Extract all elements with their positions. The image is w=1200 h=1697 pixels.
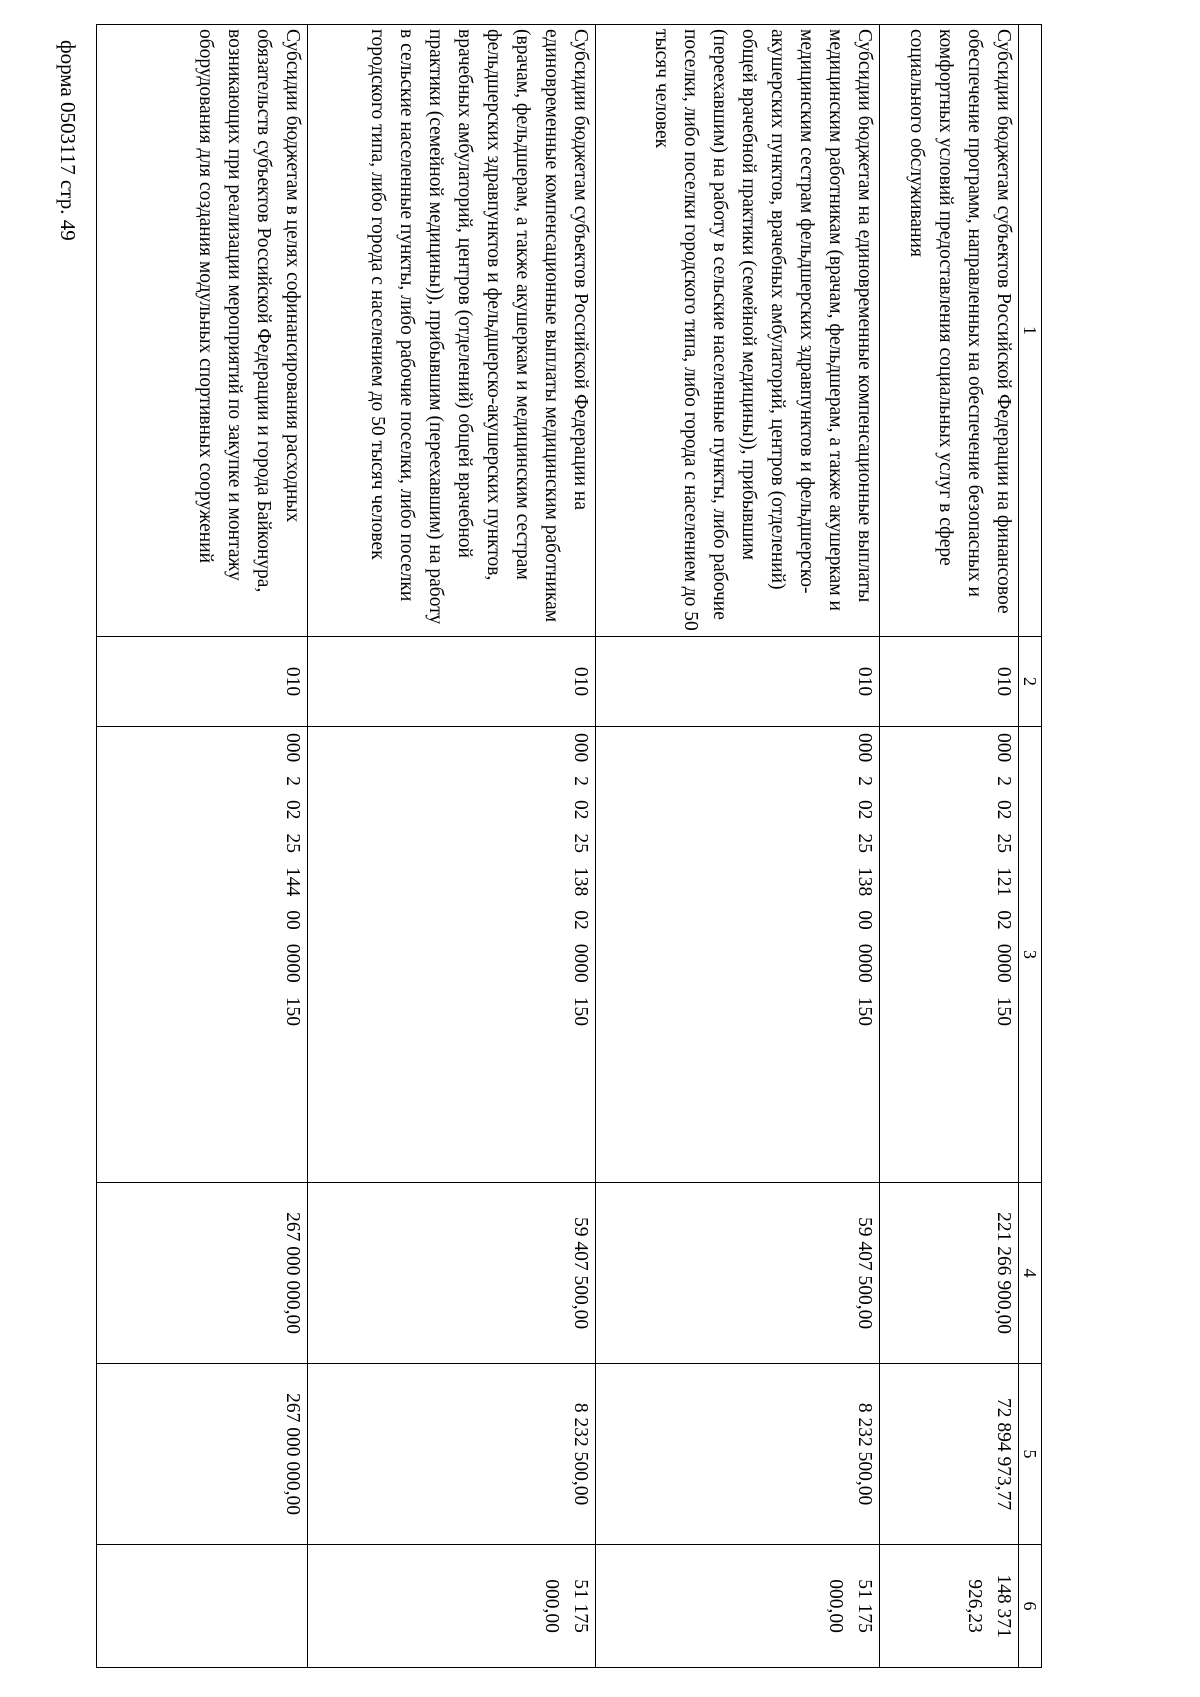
row-name: Субсидии бюджетам субъектов Российской Федерации на финансовое обеспечение программ, направленных на обеспечение безопасных и комфортных условий предоставления социальных услуг в сфере социального обслуживания bbox=[880, 25, 1019, 637]
executed-amount: 72 894 973,77 bbox=[880, 1364, 1019, 1545]
approved-amount: 221 266 900,00 bbox=[880, 1183, 1019, 1364]
code-part: 138 bbox=[570, 867, 592, 897]
table-row bbox=[97, 25, 308, 1668]
unexecuted-amount bbox=[97, 1545, 308, 1668]
code-part: 25 bbox=[854, 833, 876, 853]
unexecuted-amount: 51 175 000,00 bbox=[596, 1545, 880, 1668]
code-part: 150 bbox=[993, 996, 1014, 1026]
unexecuted-amount: 51 175 000,00 bbox=[307, 1545, 595, 1668]
column-header-1: 1 bbox=[1019, 25, 1042, 637]
code-part: 138 bbox=[854, 867, 876, 897]
code-part: 144 bbox=[281, 867, 303, 897]
code-part: 0000 bbox=[570, 943, 592, 983]
row-name: Субсидии бюджетам в целях софинансирования расходных обязательств субъектов Российской Федерации и города Байконура, возникающих при реализации мероприятий по закупке и монтажу оборудования для создания модульных спортивных сооружений bbox=[97, 25, 308, 637]
income-code bbox=[880, 727, 1019, 1183]
column-header-3: 3 bbox=[1019, 727, 1042, 1183]
code-part: 02 bbox=[570, 800, 592, 820]
executed-amount: 8 232 500,00 bbox=[596, 1364, 880, 1545]
unexecuted-amount: 148 371 926,23 bbox=[880, 1545, 1019, 1668]
code-part: 0000 bbox=[993, 943, 1014, 983]
code-part: 150 bbox=[854, 996, 876, 1026]
code-part: 2 bbox=[281, 776, 303, 786]
form-label: форма 0503117 стр. 49 bbox=[56, 40, 80, 241]
income-code bbox=[97, 727, 308, 1183]
income-code bbox=[596, 727, 880, 1183]
line-code: 010 bbox=[596, 637, 880, 727]
line-code: 010 bbox=[97, 637, 308, 727]
code-part: 2 bbox=[854, 776, 876, 786]
code-part: 00 bbox=[281, 910, 303, 930]
approved-amount: 59 407 500,00 bbox=[307, 1183, 595, 1364]
code-part: 0000 bbox=[281, 943, 303, 983]
code-part: 02 bbox=[570, 910, 592, 930]
code-part: 00 bbox=[854, 910, 876, 930]
column-header-5: 5 bbox=[1019, 1364, 1042, 1545]
code-part: 25 bbox=[993, 833, 1014, 853]
table-row bbox=[307, 25, 595, 1668]
executed-amount: 8 232 500,00 bbox=[307, 1364, 595, 1545]
code-part: 000 bbox=[993, 733, 1014, 763]
approved-amount: 59 407 500,00 bbox=[596, 1183, 880, 1364]
row-name: Субсидии бюджетам субъектов Российской Федерации на единовременные компенсационные выплаты медицинским работникам (врачам, фельдшерам, а также акушеркам и медицинским сестрам фельдшерских здравпунктов и фельдшерско-акушерских пунктов, врачебных амбулаторий, центров (отделений) общей врачебной практики (семейной медицины)), прибывшим (переехавшим) на работу в сельские населенные пункты, либо рабочие поселки, либо поселки городского типа, либо города с населением до 50 тысяч человек bbox=[307, 25, 595, 637]
code-part: 150 bbox=[281, 996, 303, 1026]
code-part: 25 bbox=[570, 833, 592, 853]
code-part: 02 bbox=[854, 800, 876, 820]
column-header-4: 4 bbox=[1019, 1183, 1042, 1364]
code-part: 150 bbox=[570, 996, 592, 1026]
budget-table bbox=[96, 24, 1042, 1668]
column-header-6: 6 bbox=[1019, 1545, 1042, 1668]
approved-amount: 267 000 000,00 bbox=[97, 1183, 308, 1364]
line-code: 010 bbox=[307, 637, 595, 727]
code-part: 25 bbox=[281, 833, 303, 853]
code-part: 121 bbox=[993, 867, 1014, 897]
code-part: 02 bbox=[993, 910, 1014, 930]
code-part: 2 bbox=[570, 776, 592, 786]
table-row bbox=[880, 25, 1019, 1668]
code-part: 0000 bbox=[854, 943, 876, 983]
table-row bbox=[596, 25, 880, 1668]
code-part: 000 bbox=[854, 733, 876, 763]
code-part: 02 bbox=[993, 800, 1014, 820]
code-part: 2 bbox=[993, 776, 1014, 786]
line-code: 010 bbox=[880, 637, 1019, 727]
executed-amount: 267 000 000,00 bbox=[97, 1364, 308, 1545]
column-header-2: 2 bbox=[1019, 637, 1042, 727]
code-part: 000 bbox=[281, 733, 303, 763]
code-part: 02 bbox=[281, 800, 303, 820]
income-code bbox=[307, 727, 595, 1183]
row-name: Субсидии бюджетам на единовременные компенсационные выплаты медицинским работникам (врачам, фельдшерам, а также акушеркам и медицинским сестрам фельдшерских здравпунктов и фельдшерско-акушерских пунктов, врачебных амбулаторий, центров (отделений) общей врачебной практики (семейной медицины)), прибывшим (переехавшим) на работу в сельские населенные пункты, либо рабочие поселки, либо поселки городского типа, либо города с населением до 50 тысяч человек bbox=[596, 25, 880, 637]
header-row bbox=[1019, 25, 1042, 1668]
code-part: 000 bbox=[570, 733, 592, 763]
